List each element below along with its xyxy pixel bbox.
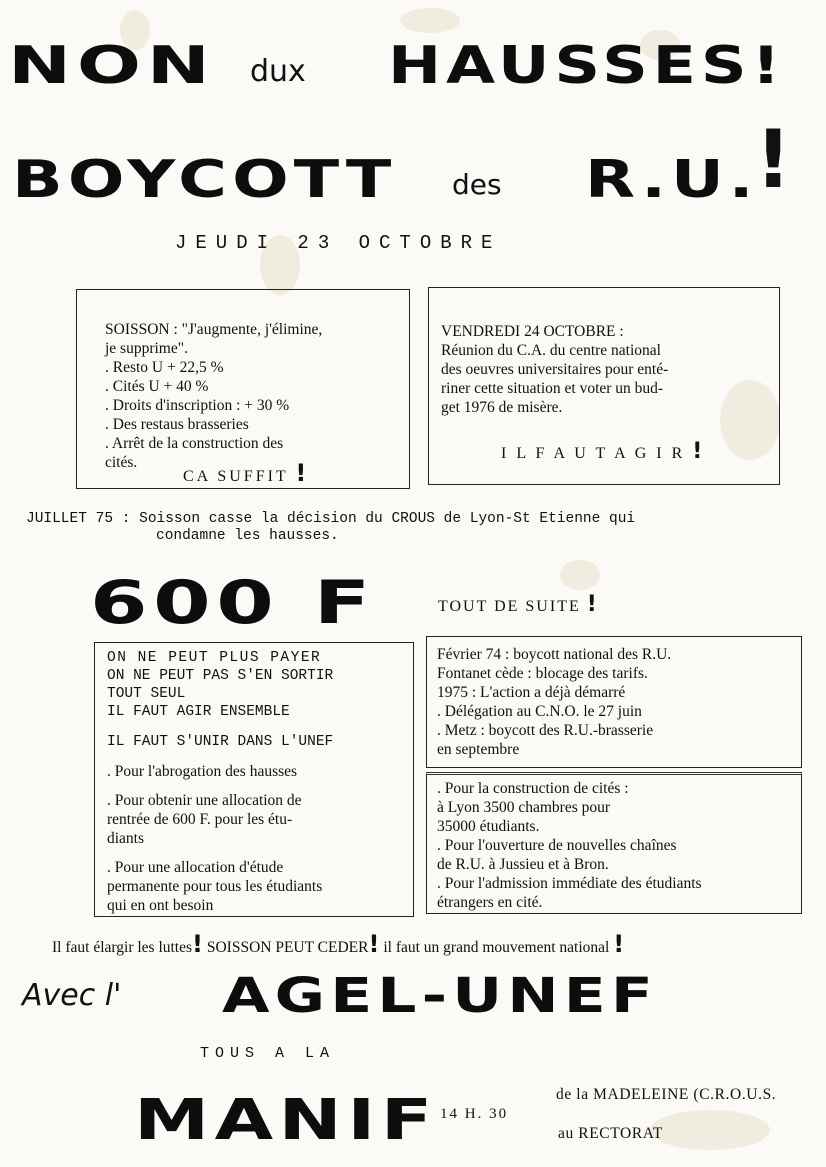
avec-handwritten: Avec l': [22, 978, 122, 1013]
text-line: . Pour l'ouverture de nouvelles chaînes: [437, 837, 677, 854]
paper-stain: [400, 8, 460, 33]
il-faut-agir-text: I L F A U T A G I R: [501, 445, 686, 462]
tout-de-suite: [438, 592, 599, 617]
text-line: diants: [107, 830, 145, 847]
exclamation-mark: !: [368, 930, 380, 958]
text-line: Réunion du C.A. du centre national: [441, 342, 661, 359]
box-vendredi-footer: [501, 439, 706, 464]
headline-non: NON: [8, 36, 216, 96]
text-line: . Pour la construction de cités :: [437, 780, 629, 797]
tout-de-suite-text: TOUT DE SUITE: [438, 598, 581, 615]
text-line: get 1976 de misère.: [441, 399, 563, 416]
exclamation-mark: !: [692, 439, 706, 464]
text-line: étrangers en cité.: [437, 894, 543, 911]
six-hundred-francs: 600 F: [90, 568, 376, 638]
box-construction: [426, 772, 802, 914]
paper-stain: [650, 1110, 770, 1150]
text-line: en septembre: [437, 741, 520, 758]
text-line: qui en ont besoin: [107, 897, 214, 914]
box-fevrier: [426, 636, 802, 768]
text-line: . Des restaus brasseries: [105, 416, 249, 433]
text-line: . Droits d'inscription : + 30 %: [105, 397, 290, 414]
text-line: je supprime".: [105, 340, 188, 357]
juillet-line-2: condamne les hausses.: [156, 528, 339, 544]
exclamation-mark: !: [586, 592, 599, 617]
text-line: SOISSON : "J'augmente, j'élimine,: [105, 321, 323, 338]
headline-des: des: [452, 168, 502, 201]
text-line: . Arrêt de la construction des: [105, 435, 284, 452]
headline-ru: R.U.: [585, 150, 759, 210]
tous-a-la: TOUS A LA: [200, 1045, 336, 1062]
text-line: IL FAUT AGIR ENSEMBLE: [107, 704, 290, 720]
headline-aux: dux: [250, 54, 306, 89]
box-soisson-footer: [183, 459, 310, 487]
slogan-line: [52, 930, 624, 958]
text-line: . Pour obtenir une allocation de: [107, 792, 302, 809]
ca-suffit-text: CA SUFFIT: [183, 468, 289, 485]
box-payer: [94, 642, 414, 917]
box-soisson-lines: [105, 320, 401, 472]
text-line: TOUT SEUL: [107, 686, 186, 702]
exclamation-mark: !: [295, 459, 310, 487]
headline-ru-exclamation: !: [755, 113, 792, 206]
headline-hausses: HAUSSES!: [388, 36, 786, 96]
manif-from: de la MADELEINE (C.R.O.U.S.: [556, 1086, 777, 1103]
text-line: riner cette situation et voter un bud-: [441, 380, 664, 397]
slogan-part-1: Il faut élargir les luttes: [52, 939, 193, 956]
text-line: IL FAUT S'UNIR DANS L'UNEF: [107, 734, 334, 750]
text-line: 35000 étudiants.: [437, 818, 540, 835]
slogan-part-2: SOISSON PEUT CEDER: [206, 939, 369, 956]
text-line: . Pour l'abrogation des hausses: [107, 763, 298, 780]
text-line: de R.U. à Jussieu et à Bron.: [437, 856, 609, 873]
juillet-line-1: JUILLET 75 : Soisson casse la décision du CROUS de Lyon-St Etienne qui: [26, 511, 636, 527]
text-line: ON NE PEUT PLUS PAYER: [107, 650, 322, 666]
text-line: VENDREDI 24 OCTOBRE :: [441, 323, 624, 340]
slogan-part-3: il faut un grand mouvement national: [383, 939, 610, 956]
box-vendredi: [428, 287, 780, 485]
text-line: . Resto U + 22,5 %: [105, 359, 224, 376]
exclamation-mark: !: [613, 930, 625, 958]
exclamation-mark: !: [192, 930, 203, 958]
text-line: permanente pour tous les étudiants: [107, 878, 323, 895]
text-line: ON NE PEUT PAS S'EN SORTIR: [107, 668, 334, 684]
box-soisson: [76, 289, 410, 489]
paper-stain: [560, 560, 600, 590]
manif-headline: MANIF: [134, 1088, 438, 1153]
text-line: Fontanet cède : blocage des tarifs.: [437, 665, 648, 682]
event-date: JEUDI 23 OCTOBRE: [175, 232, 502, 254]
text-line: . Cités U + 40 %: [105, 378, 209, 395]
text-line: cités.: [105, 454, 138, 471]
text-line: . Pour une allocation d'étude: [107, 859, 284, 876]
text-line: . Metz : boycott des R.U.-brasserie: [437, 722, 654, 739]
text-line: 1975 : L'action a déjà démarré: [437, 684, 626, 701]
manif-time: 14 H. 30: [440, 1106, 509, 1122]
text-line: à Lyon 3500 chambres pour: [437, 799, 611, 816]
text-line: Février 74 : boycott national des R.U.: [437, 646, 672, 663]
manif-to: au RECTORAT: [558, 1125, 663, 1142]
text-line: rentrée de 600 F. pour les étu-: [107, 811, 293, 828]
headline-boycott: BOYCOTT: [12, 150, 397, 210]
text-line: . Délégation au C.N.O. le 27 juin: [437, 703, 642, 720]
text-line: . Pour l'admission immédiate des étudiants: [437, 875, 702, 892]
agel-unef-name: AGEL-UNEF: [222, 968, 658, 1024]
text-line: des oeuvres universitaires pour enté-: [441, 361, 669, 378]
